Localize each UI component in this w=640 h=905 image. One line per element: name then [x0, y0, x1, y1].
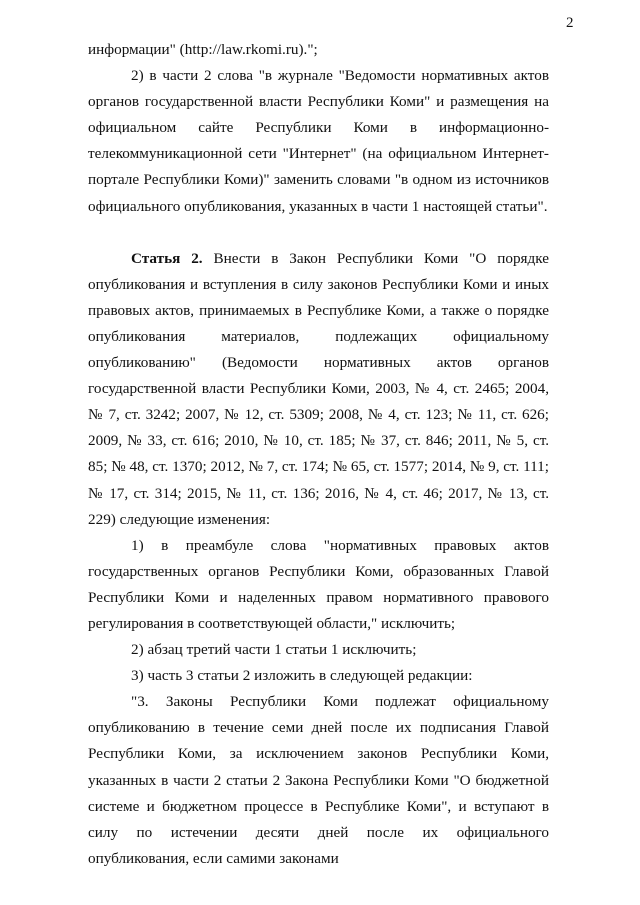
paragraph-item-2: 2) в части 2 слова "в журнале "Ведомости нормативных актов органов государственной власти Республики Коми" и размещения на официальном сайте Республики Коми в информационно-телекоммуникационной сети "Интернет" (на официальном Интернет-портале Республики Коми)" заменить словами "в одном из источников официального опубликования, указанных в части 1 настоящей статьи".	[88, 67, 549, 215]
document-body	[88, 37, 549, 872]
page-number: 2	[566, 15, 574, 31]
paragraph-item-2b: 2) абзац третий части 1 статьи 1 исключить;	[131, 641, 417, 659]
paragraph-item-1: 1) в преамбуле слова "нормативных правовых актов государственных органов Республики Коми, образованных Главой Республики Коми и наделенных правом нормативного правового регулирования в соответствующей области," исключить;	[88, 536, 549, 632]
paragraph-new-wording: "3. Законы Республики Коми подлежат официальному опубликованию в течение семи дней после их подписания Главой Республики Коми, за исключением законов Республики Коми, указанных в части 2 статьи 2 Закона Республики Коми "О бюджетной системе и бюджетном процессе в Республике Коми", и вступают в силу по истечении десяти дней после их официального опубликования, если самими законами	[88, 693, 549, 867]
article-2-paragraph	[88, 246, 549, 533]
paragraph-item-3: 3) часть 3 статьи 2 изложить в следующей редакции:	[131, 667, 473, 685]
article-2-heading: Статья 2.	[131, 249, 203, 267]
paragraph-continuation: информации" (http://law.rkomi.ru).";	[88, 41, 318, 58]
article-2-text: Внести в Закон Республики Коми "О порядке опубликования и вступления в силу законов Республики Коми и иных правовых актов, принимаемых в Республике Коми, а также о порядке опубликования материалов, подлежащих официальному опубликованию" (Ведомости нормативных актов органов государственной власти Республики Коми, 2003, № 4, ст. 2465; 2004, № 7, ст. 3242; 2007, № 12, ст. 5309; 2008, № 4, ст. 123; № 11, ст. 626; 2009, № 33, ст. 616; 2010, № 10, ст. 185; № 37, ст. 846; 2011, № 5, ст. 85; № 48, ст. 1370; 2012, № 7, ст. 174; № 65, ст. 1577; 2014, № 9, ст. 111; № 17, ст. 314; 2015, № 11, ст. 136; 2016, № 4, ст. 46; 2017, № 13, ст. 229) следующие изменения:	[88, 249, 549, 528]
